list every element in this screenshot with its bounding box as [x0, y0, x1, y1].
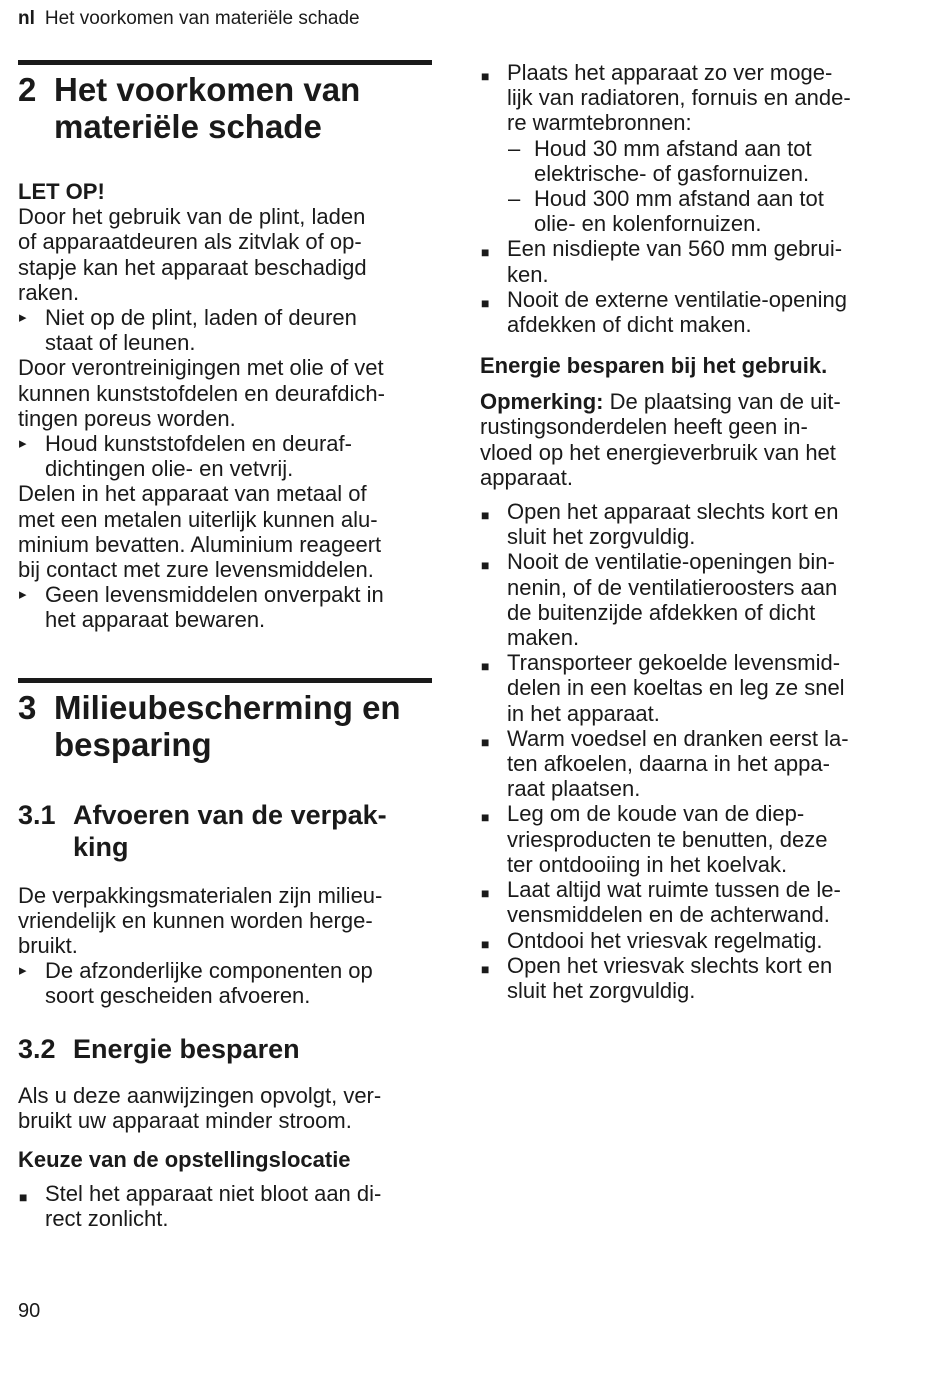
list-item [480, 928, 900, 953]
list-item [480, 801, 900, 877]
instruction-item [18, 958, 432, 1008]
list-item [480, 60, 900, 136]
title-line: king [73, 831, 129, 862]
line: Transporteer gekoelde levensmid- [507, 650, 841, 676]
line: maken. [507, 625, 580, 651]
line: De plaatsing van de uit- [603, 389, 841, 415]
line: bruikt. [18, 933, 78, 959]
line: rect zonlicht. [45, 1206, 169, 1232]
line: Een nisdiepte van 560 mm gebrui- [507, 236, 843, 262]
line: apparaat. [480, 464, 573, 490]
line: stapje kan het apparaat beschadigd [18, 254, 367, 280]
left-column [18, 60, 432, 1231]
square-bullet-icon: ■ [481, 557, 490, 574]
line: Geen levensmiddelen onverpakt in [45, 582, 384, 608]
line: Leg om de koude van de diep- [507, 801, 805, 827]
triangle-bullet-icon: ▸ [19, 586, 27, 604]
line: elektrische- of gasfornuizen. [534, 160, 810, 186]
packaging-paragraph [18, 883, 432, 959]
line: dichtingen olie- en vetvrij. [45, 456, 294, 482]
line: Houd kunststofdelen en deuraf- [45, 431, 352, 457]
running-title: Het voorkomen van materiële schade [44, 8, 360, 29]
section-number: 3 [18, 688, 37, 726]
line: tingen poreus worden. [18, 405, 236, 431]
line: Houd 300 mm afstand aan tot [534, 186, 824, 212]
dash-bullet-icon: – [508, 186, 521, 212]
line: Laat altijd wat ruimte tussen de le- [507, 877, 841, 903]
line: Als u deze aanwijzingen opvolgt, ver- [18, 1082, 382, 1108]
list-item [18, 1181, 432, 1231]
line: Stel het apparaat niet bloot aan di- [45, 1181, 382, 1207]
square-bullet-icon: ■ [481, 809, 490, 826]
line: het apparaat bewaren. [45, 607, 266, 633]
list-item [480, 877, 900, 927]
caution-paragraph-1 [18, 204, 432, 305]
line: sluit het zorgvuldig. [507, 524, 696, 550]
location-heading: Keuze van de opstellingslocatie [18, 1147, 351, 1173]
line: sluit het zorgvuldig. [507, 977, 696, 1003]
line: Houd 30 mm afstand aan tot [534, 135, 812, 161]
line: De afzonderlijke componenten op [45, 958, 373, 984]
square-bullet-icon: ■ [481, 68, 490, 84]
triangle-bullet-icon: ▸ [19, 309, 27, 327]
line: Delen in het apparaat van metaal of [18, 481, 367, 507]
title-line: Het voorkomen van [54, 71, 361, 108]
line: delen in een koeltas en leg ze snel [507, 675, 845, 701]
line: Ontdooi het vriesvak regelmatig. [507, 927, 823, 953]
caution-paragraph-3 [18, 481, 432, 582]
line: Plaats het apparaat zo ver moge- [507, 60, 833, 85]
list-item [480, 726, 900, 802]
usage-heading: Energie besparen bij het gebruik. [480, 353, 828, 379]
line: vloed op het energieverbruik van het [480, 439, 836, 465]
line: vriendelijk en kunnen worden herge- [18, 907, 373, 933]
line: kunnen kunststofdelen en deurafdich- [18, 380, 385, 406]
line: bij contact met zure levensmiddelen. [18, 557, 374, 583]
line: Door verontreinigingen met olie of vet [18, 355, 384, 381]
line: ter ontdooiing in het koelvak. [507, 851, 788, 877]
line: afdekken of dicht maken. [507, 312, 752, 338]
line: vriesproducten te benutten, deze [507, 826, 828, 852]
list-item [480, 650, 900, 726]
subsection-title: Energie besparen [73, 1033, 300, 1064]
line: De verpakkingsmaterialen zijn milieu- [18, 882, 383, 908]
line: olie- en kolenfornuizen. [534, 211, 762, 237]
line: nenin, of de ventilatieroosters aan [507, 574, 838, 600]
right-column [480, 60, 900, 1003]
line: in het apparaat. [507, 700, 660, 726]
line: Open het vriesvak slechts kort en [507, 952, 833, 978]
title-line: besparing [54, 725, 212, 763]
line: Door het gebruik van de plint, laden [18, 204, 366, 230]
line: raken. [18, 279, 80, 305]
line: re warmtebronnen: [507, 110, 692, 136]
line: soort gescheiden afvoeren. [45, 983, 311, 1009]
square-bullet-icon: ■ [481, 733, 490, 750]
square-bullet-icon: ■ [481, 658, 490, 675]
section-title [54, 71, 360, 145]
dash-bullet-icon: – [508, 135, 521, 161]
line: rustingsonderdelen heeft geen in- [480, 414, 808, 440]
title-line: Milieubescherming en [54, 688, 401, 726]
line: ten afkoelen, daarna in het appa- [507, 751, 830, 777]
triangle-bullet-icon: ▸ [19, 962, 27, 980]
instruction-item [18, 582, 432, 632]
line: Open het apparaat slechts kort en [507, 499, 839, 525]
line: lijk van radiatoren, fornuis en ande- [507, 85, 851, 111]
square-bullet-icon: ■ [481, 885, 490, 902]
sub-list-item [480, 136, 900, 186]
line: staat of leunen. [45, 330, 196, 356]
square-bullet-icon: ■ [481, 294, 490, 311]
title-line: Afvoeren van de verpak- [73, 799, 387, 830]
square-bullet-icon: ■ [19, 1189, 28, 1206]
note-label: Opmerking: [480, 389, 604, 415]
triangle-bullet-icon: ▸ [19, 435, 27, 453]
square-bullet-icon: ■ [481, 507, 490, 524]
list-item [480, 549, 900, 650]
line: de buitenzijde afdekken of dicht [507, 599, 816, 625]
sub-list-item [480, 186, 900, 236]
line: of apparaatdeuren als zitvlak of op- [18, 229, 362, 255]
energy-intro-paragraph [18, 1083, 432, 1133]
subsection-3-1-heading [18, 799, 432, 863]
subsection-number: 3.2 [18, 1033, 56, 1064]
line: Nooit de ventilatie-openingen bin- [507, 549, 835, 575]
line: raat plaatsen. [507, 776, 641, 802]
section-2-heading [18, 65, 432, 145]
subsection-number: 3.1 [18, 799, 56, 830]
line: minium bevatten. Aluminium reageert [18, 531, 382, 557]
language-code: nl [18, 8, 35, 29]
square-bullet-icon: ■ [481, 935, 490, 952]
section-title [54, 689, 401, 763]
section-3-heading [18, 683, 432, 763]
instruction-item [18, 431, 432, 481]
square-bullet-icon: ■ [481, 960, 490, 977]
line: met een metalen uiterlijk kunnen alu- [18, 506, 378, 532]
list-item [480, 287, 900, 337]
line: Warm voedsel en dranken eerst la- [507, 725, 849, 751]
line: ken. [507, 261, 549, 287]
caution-paragraph-2 [18, 355, 432, 431]
subsection-title [73, 799, 387, 863]
title-line: materiële schade [54, 108, 322, 145]
running-header [18, 8, 360, 30]
note-paragraph [480, 389, 900, 490]
instruction-item [18, 305, 432, 355]
line: Niet op de plint, laden of deuren [45, 305, 357, 331]
line: bruikt uw apparaat minder stroom. [18, 1107, 352, 1133]
list-item [480, 236, 900, 286]
list-item [480, 953, 900, 1003]
subsection-3-2-heading [18, 1033, 432, 1065]
caution-label: LET OP! [18, 179, 105, 204]
section-number: 2 [18, 71, 37, 108]
line: Nooit de externe ventilatie-opening [507, 286, 848, 312]
square-bullet-icon: ■ [481, 244, 490, 261]
list-item [480, 499, 900, 549]
page-number: 90 [18, 1300, 41, 1322]
line: vensmiddelen en de achterwand. [507, 902, 830, 928]
